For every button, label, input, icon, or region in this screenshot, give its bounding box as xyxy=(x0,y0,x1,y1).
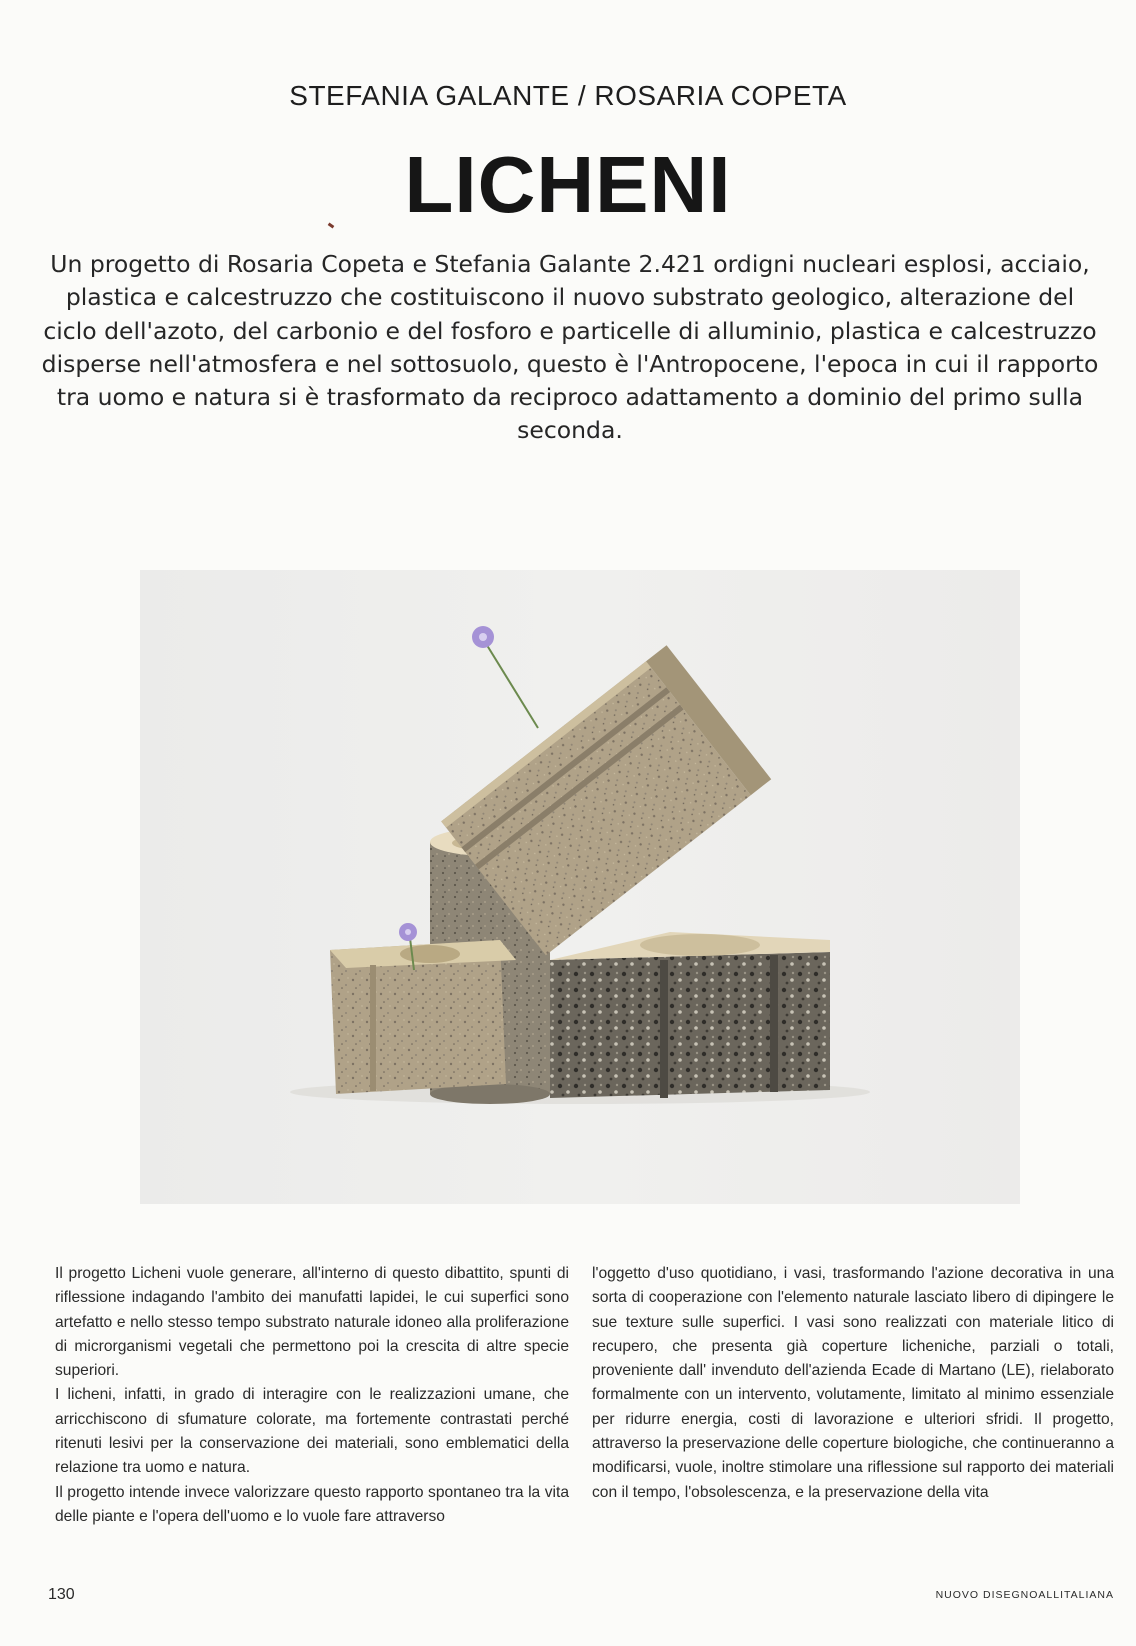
page-number: 130 xyxy=(48,1586,75,1603)
body-paragraph: I licheni, infatti, in grado di interagire con le realizzazioni umane, che arricchiscono di sfumature colorate, ma fortemente contrastati perché ritenuti lesivi per la conservazione dei materiali, sono emblematici della relazione tra uomo e natura. xyxy=(55,1386,569,1477)
dark-stone-vase xyxy=(550,932,830,1098)
magazine-name: NUOVO DISEGNOALLITALIANA xyxy=(935,1589,1114,1601)
authors-heading: STEFANIA GALANTE / ROSARIA COPETA xyxy=(289,80,847,111)
body-column-left xyxy=(55,1262,569,1529)
product-photo xyxy=(140,570,1020,1204)
body-paragraph: Il progetto intende invece valorizzare questo rapporto spontaneo tra la vita delle piante e l'opera dell'uomo e lo vuole fare attraverso xyxy=(55,1483,569,1525)
body-paragraph: Il progetto Licheni vuole generare, all'interno di questo dibattito, spunti di riflessione indagando l'ambito dei manufatti lapidei, le cui superfici sono artefatto e nello stesso tempo substrato naturale idoneo alla proliferazione di microrganismi vegetali che permettono poi la crescita di altre specie superiori. xyxy=(55,1265,569,1380)
body-paragraph: l'oggetto d'uso quotidiano, i vasi, trasformando l'azione decorativa in una sorta di cooperazione con l'elemento naturale lasciato libero di dipingere le sue texture sulle superfici. I vasi sono realizzati con materiale litico di recupero, che presenta già coperture licheniche, parziali o totali, proveniente dall' invenduto dell'azienda Ecade di Martano (LE), rielaborato formalmente con un intervento, volutamente, limitato al minimo essenziale per ridurre energia, costi di lavorazione e ulteriori sfridi. Il progetto, attraverso la preservazione delle coperture biologiche, che continueranno a modificarsi, vuole, inoltre stimolare una riflessione sul rapporto dei materiali con il tempo, l'obsolescenza, e la preservazione della vita xyxy=(592,1265,1114,1501)
article-title: LICHENI xyxy=(404,140,732,229)
lede-paragraph: Un progetto di Rosaria Copeta e Stefania Galante 2.421 ordigni nucleari esplosi, acciaio, plastica e calcestruzzo che costituiscono il nuovo substrato geologico, alterazione del ciclo dell'azoto, del carbonio e del fosforo e particelle di alluminio, plastica e calcestruzzo disperse nell'atmosfera e nel sottosuolo, questo è l'Antropocene, l'epoca in cui il rapporto tra uomo e natura si è trasformato da reciproco adattamento a dominio del primo sulla seconda. xyxy=(41,250,1099,445)
small-stone-vase xyxy=(330,940,516,1094)
body-column-right xyxy=(592,1262,1114,1505)
flower-top xyxy=(472,626,538,728)
